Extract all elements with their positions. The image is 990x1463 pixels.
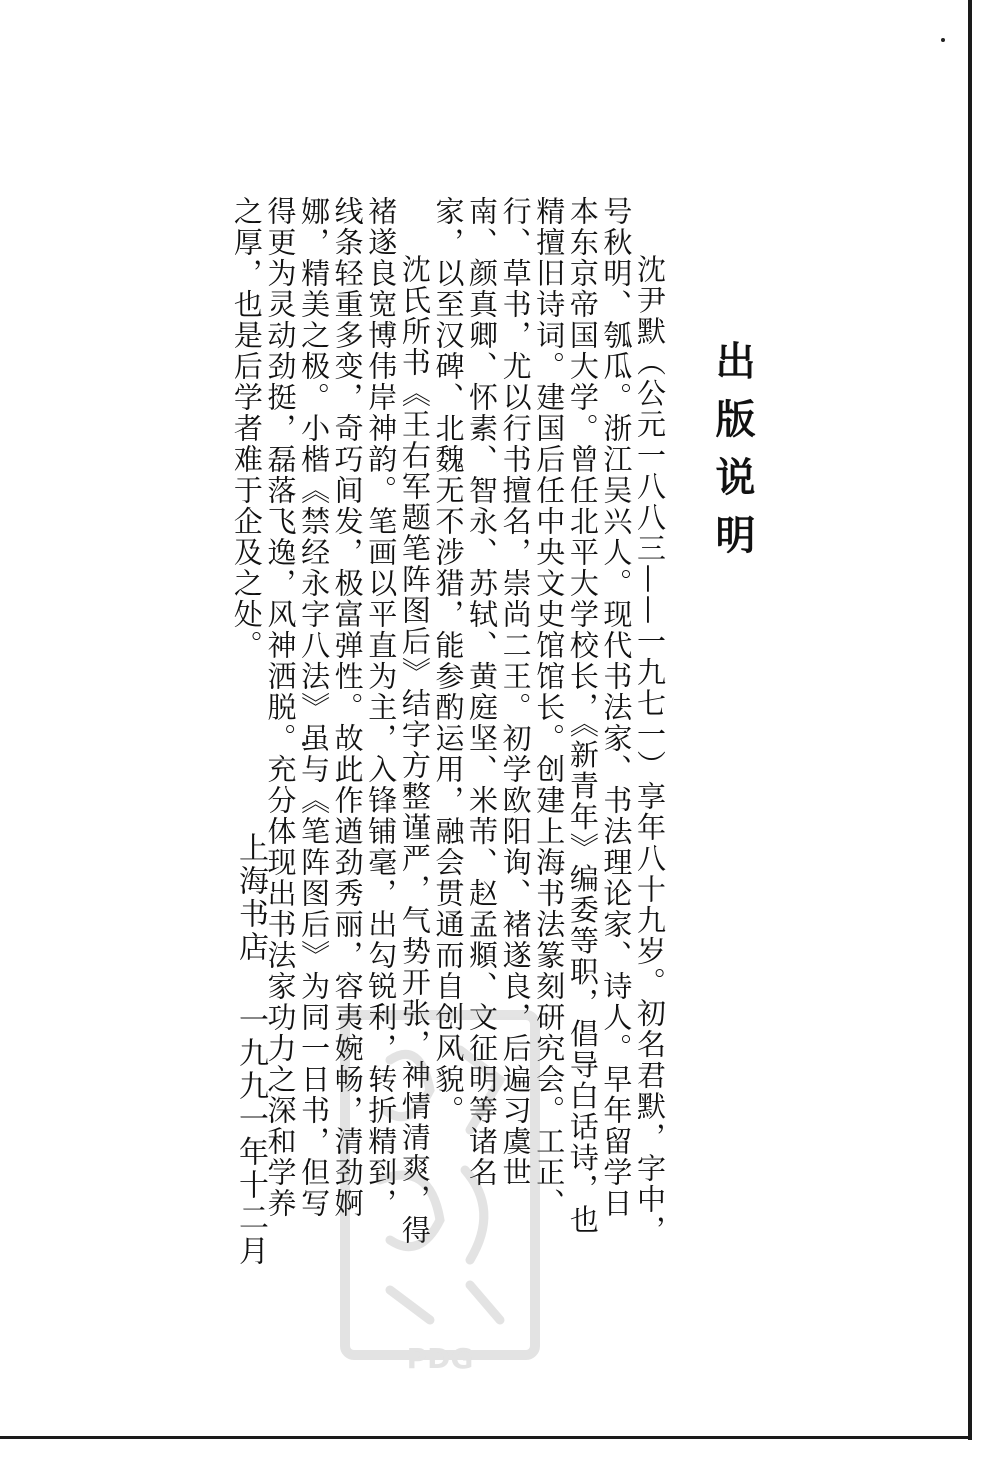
paragraph-biography: 沈尹默（公元一八八三——一九七一）享年八十九岁。初名君默，字中，号秋明、瓠瓜。浙江吴兴人。现代书法家、书法理论家、诗人。早年留学日本东京帝国大学。曾任北平大学校长，《新青年》编委等职，倡导白话诗，也精擅旧诗词。建国后任中央文史馆馆长。创建上海书法篆刻研究会。工正、行、草书，尤以行书擅名，崇尚二王。初学欧阳询、褚遂良，后遍习虞世南、颜真卿、怀素、智永、苏轼、黄庭坚、米芾、赵孟頫、文征明等诸名家，以至汉碑、北魏无不涉猎，能参酌运用，融会贯通而自创风貌。 — [431, 196, 667, 1246]
scan-border-right — [968, 0, 972, 1440]
publisher-name: 上海书店 — [233, 832, 268, 964]
watermark-label: PDG — [406, 1342, 474, 1375]
seal-stamp-icon — [340, 1010, 540, 1360]
page-title: 出版说明 — [709, 340, 755, 572]
scan-border-bottom — [0, 1436, 972, 1439]
library-seal-watermark — [340, 1010, 540, 1400]
colophon — [230, 832, 270, 1268]
paragraph-work-analysis: 沈氏所书《王右军题笔阵图后》结字方整谨严，气势开张，神情清爽，得褚遂良宽博伟岸神韵。笔画以平直为主，入锋铺毫，出勾锐利，转折精到，线条轻重多变，奇巧间发，极富弹性。故此作遒劲秀丽，容夷婉畅，清劲婀娜，精美之极。小楷《禁经永字八法》虽与《笔阵图后》为同一日书，但写得更为灵动劲挺，磊落飞逸，风神洒脱。充分体现出书法家功力之深和学养之厚，也是后学者难于企及之处。 — [229, 196, 432, 1246]
scan-speck — [941, 38, 945, 42]
seal-glyphs-icon — [350, 1020, 530, 1350]
publication-date: 一九九一年十二月 — [233, 1004, 268, 1268]
